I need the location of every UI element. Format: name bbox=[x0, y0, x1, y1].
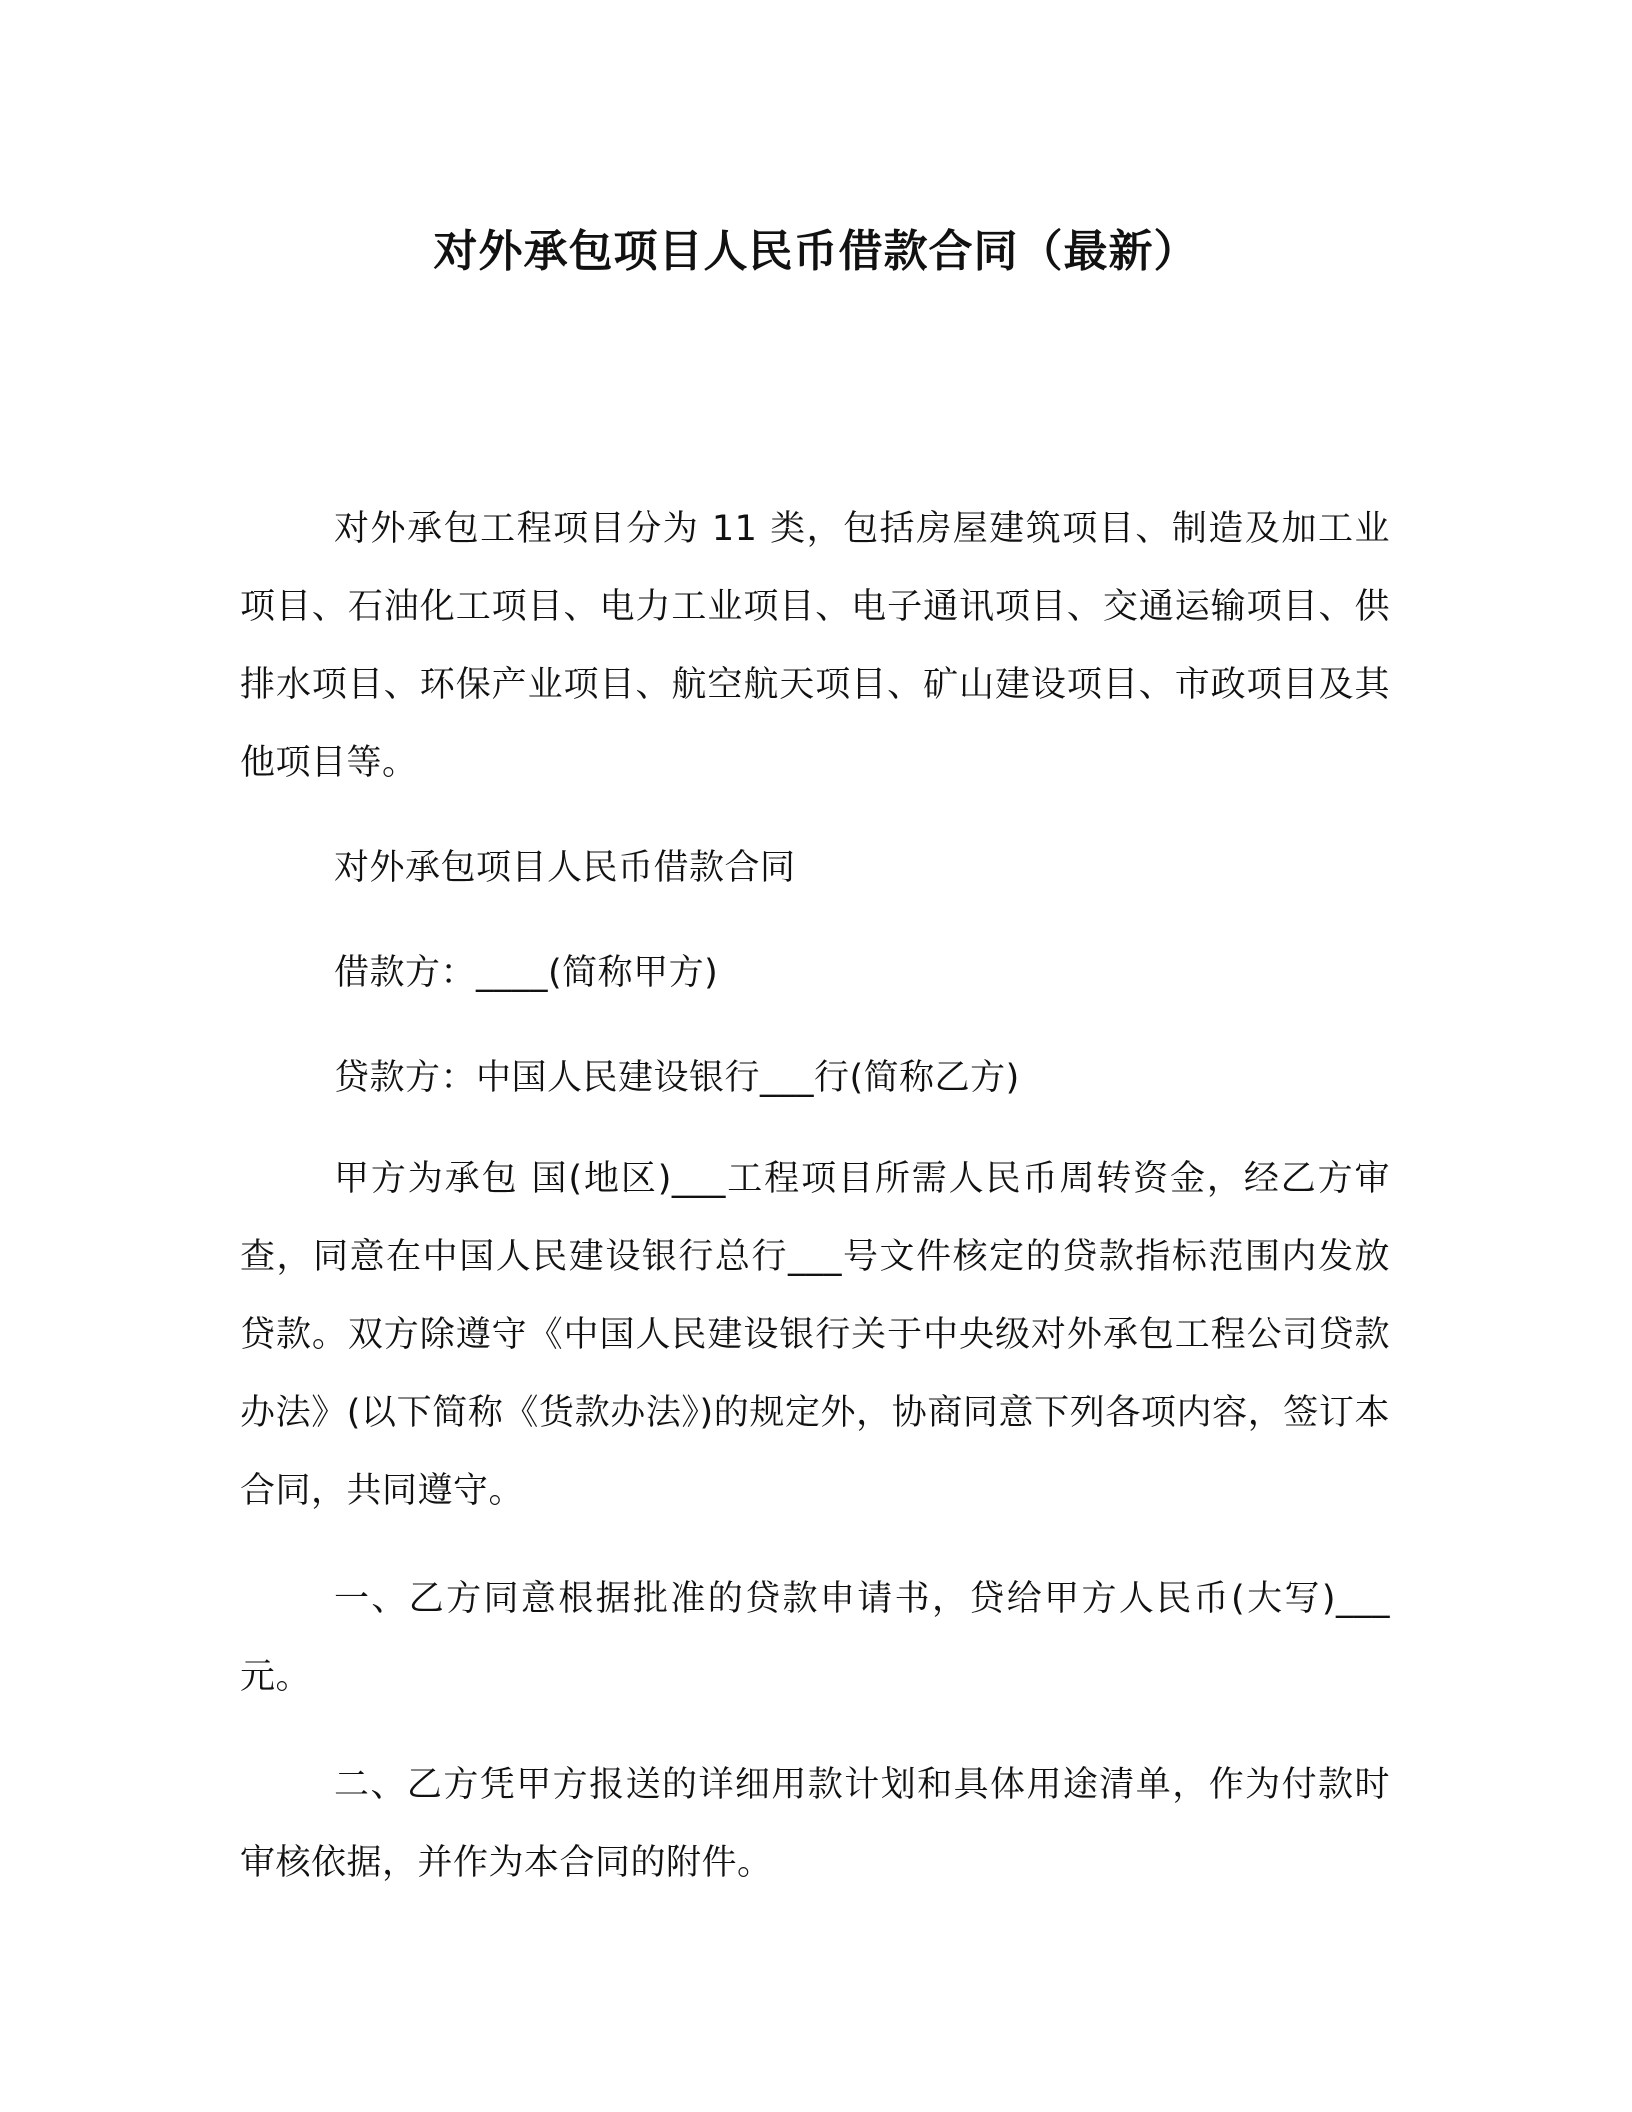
paragraph-lender: 贷款方：中国人民建设银行___行(简称乙方) bbox=[334, 1058, 1020, 1098]
paragraph-clause-1: 一、乙方同意根据批准的贷款申请书，贷给甲方人民币(大写)___元。 bbox=[240, 1579, 1390, 1697]
paragraph-borrower: 借款方：____(简称甲方) bbox=[334, 953, 719, 993]
paragraph-preamble: 甲方为承包 国(地区)___工程项目所需人民币周转资金，经乙方审查，同意在中国人民建设银行总行___号文件核定的贷款指标范围内发放贷款。双方除遵守《中国人民建设银行关于中央级对外承包工程公司贷款办法》(以下简称《货款办法》)的规定外，协商同意下列各项内容，签订本合同，共同遵守。 bbox=[240, 1159, 1390, 1511]
document-title: 对外承包项目人民币借款合同（最新） bbox=[433, 226, 1199, 277]
paragraph-contract-heading: 对外承包项目人民币借款合同 bbox=[334, 848, 796, 888]
paragraph-project-categories: 对外承包工程项目分为 11 类，包括房屋建筑项目、制造及加工业项目、石油化工项目、电力工业项目、电子通讯项目、交通运输项目、供排水项目、环保产业项目、航空航天项目、矿山建设项目、市政项目及其他项目等。 bbox=[240, 509, 1390, 783]
document-body bbox=[240, 490, 1390, 1932]
paragraph-clause-2: 二、乙方凭甲方报送的详细用款计划和具体用途清单，作为付款时审核依据，并作为本合同的附件。 bbox=[240, 1765, 1390, 1883]
